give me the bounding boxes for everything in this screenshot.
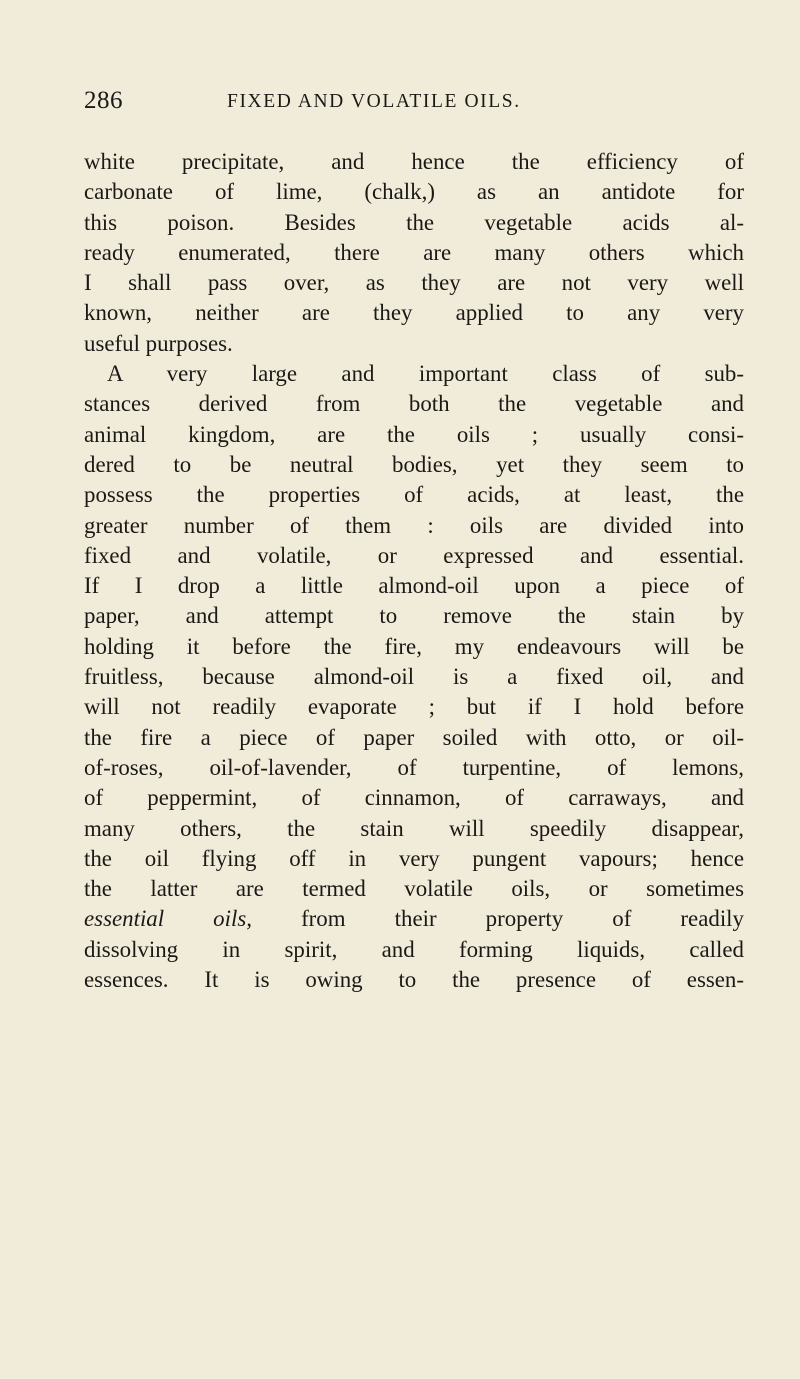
- text-line: possess the properties of acids, at least, the: [84, 482, 744, 508]
- body-text: [84, 147, 744, 995]
- text-line: fixed and volatile, or expressed and essential.: [84, 542, 744, 568]
- text-line: white precipitate, and hence the efficiency of: [84, 149, 744, 174]
- page-header: [84, 87, 744, 123]
- text-line: the fire a piece of paper soiled with otto, or oil-: [84, 724, 744, 750]
- text-line: will not readily evaporate ; but if I hold before: [84, 694, 744, 720]
- text-line: many others, the stain will speedily disappear,: [84, 815, 744, 841]
- text-line: dered to be neutral bodies, yet they seem to: [84, 451, 744, 477]
- text-line: dissolving in spirit, and forming liquids, called: [84, 936, 744, 962]
- text-line: paper, and attempt to remove the stain by: [84, 603, 744, 629]
- text-line: If I drop a little almond-oil upon a piece of: [84, 573, 744, 599]
- text-line-rest: from their property of readily: [301, 906, 744, 932]
- text-line: holding it before the fire, my endeavours will be: [84, 633, 744, 659]
- text-line: I shall pass over, as they are not very well: [84, 270, 744, 296]
- text-line: the latter are termed volatile oils, or sometimes: [84, 876, 744, 902]
- text-line: ready enumerated, there are many others which: [84, 239, 744, 265]
- text-line: of peppermint, of cinnamon, of carraways, and: [84, 785, 744, 811]
- text-line: greater number of them : oils are divided into: [84, 512, 744, 538]
- text-line: fruitless, because almond-oil is a fixed oil, and: [84, 664, 744, 690]
- text-line: essences. It is owing to the presence of essen-: [84, 967, 744, 993]
- page-number: 286: [84, 87, 123, 114]
- text-line: this poison. Besides the vegetable acids al-: [84, 209, 744, 235]
- text-line: useful purposes.: [84, 330, 233, 356]
- text-line: stances derived from both the vegetable and: [84, 391, 744, 417]
- text-line: the oil flying off in very pungent vapours; hence: [84, 845, 744, 871]
- text-line: of-roses, oil-of-lavender, of turpentine, of lemons,: [84, 754, 744, 780]
- text-line: carbonate of lime, (chalk,) as an antidote for: [84, 179, 744, 205]
- text-line-with-italic: [84, 904, 744, 934]
- running-title: FIXED AND VOLATILE OILS.: [227, 91, 521, 112]
- italic-phrase: essential oils,: [84, 906, 252, 932]
- text-line: known, neither are they applied to any very: [84, 300, 744, 326]
- text-line: animal kingdom, are the oils ; usually consi-: [84, 421, 744, 447]
- text-line: A very large and important class of sub-: [107, 361, 744, 387]
